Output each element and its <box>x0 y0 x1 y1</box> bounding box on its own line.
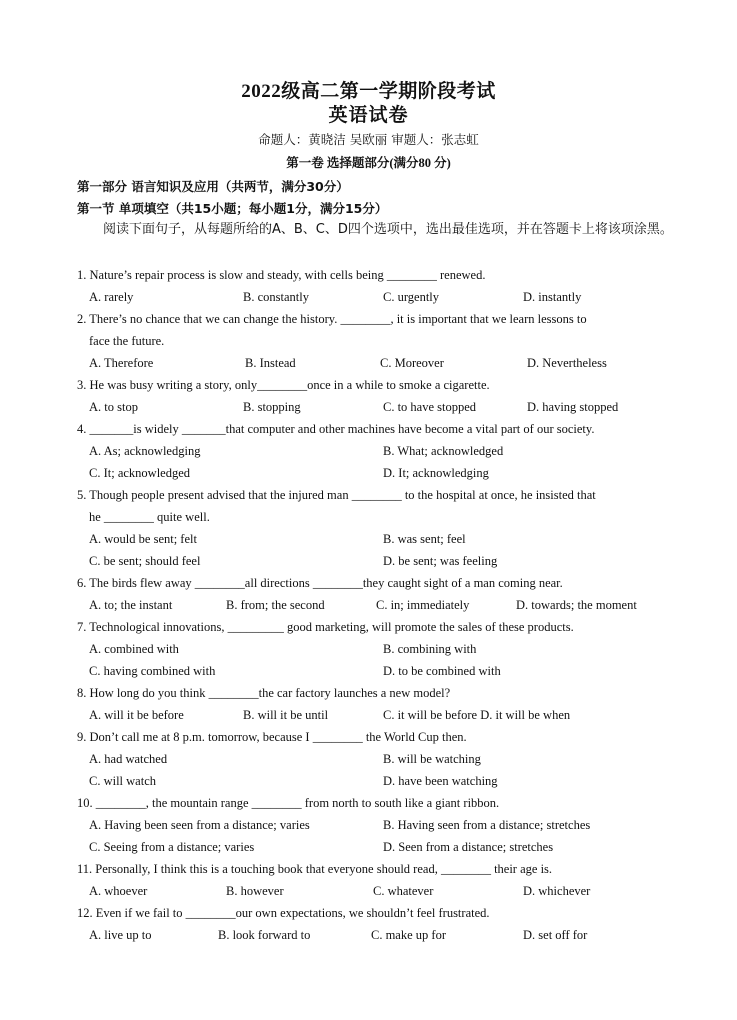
option-d: D. Seen from a distance; stretches <box>383 840 554 854</box>
question-stem: 1. Nature’s repair process is slow and steady, with cells being ________ renewed. <box>77 268 486 282</box>
question-4 <box>77 418 677 440</box>
question-10 <box>77 792 677 814</box>
option-b: B. however <box>226 884 284 898</box>
option-d: D. have been watching <box>383 774 498 788</box>
option-c: C. will watch <box>89 774 157 788</box>
option-a: A. live up to <box>89 928 152 942</box>
option-c: C. to have stopped <box>383 400 477 414</box>
option-a: A. would be sent; felt <box>89 532 197 546</box>
question-stem: 12. Even if we fail to ________our own expectations, we shouldn’t feel frustrated. <box>77 906 490 920</box>
option-d: D. whichever <box>523 884 591 898</box>
option-b: B. will it be until <box>243 708 329 722</box>
option-c: C. urgently <box>383 290 440 304</box>
option-d: D. having stopped <box>527 400 619 414</box>
option-c: C. it will be before D. it will be when <box>383 708 571 722</box>
question-stem: 3. He was busy writing a story, only________once in a while to smoke a cigarette. <box>77 378 490 392</box>
question-stem: 4. _______is widely _______that computer and other machines have become a vital part of our society. <box>77 422 595 436</box>
option-c: C. be sent; should feel <box>89 554 201 568</box>
question-5 <box>77 484 677 528</box>
option-b: B. was sent; feel <box>383 532 466 546</box>
option-a: A. had watched <box>89 752 168 766</box>
question-stem: 5. Though people present advised that the injured man ________ to the hospital at once, he insisted that <box>77 488 596 502</box>
question-stem-continued: face the future. <box>89 334 165 348</box>
question-7 <box>77 616 677 638</box>
question-stem: 8. How long do you think ________the car factory launches a new model? <box>77 686 451 700</box>
option-b: B. from; the second <box>226 598 325 612</box>
option-c: C. having combined with <box>89 664 216 678</box>
option-b: B. will be watching <box>383 752 481 766</box>
volume-heading: 第一卷 选择题部分(满分80 分) <box>286 156 451 170</box>
option-a: A. Having been seen from a distance; varies <box>89 818 310 832</box>
question-stem: 11. Personally, I think this is a touching book that everyone should read, ________ their age is. <box>77 862 553 876</box>
option-a: A. rarely <box>89 290 134 304</box>
option-d: D. It; acknowledging <box>383 466 489 480</box>
section-heading: 第一节 单项填空（共15小题；每小题1分，满分15分） <box>77 201 388 216</box>
option-a: A. combined with <box>89 642 179 656</box>
option-a: A. to; the instant <box>89 598 173 612</box>
option-b: B. combining with <box>383 642 477 656</box>
option-a: A. Therefore <box>89 356 154 370</box>
question-6 <box>77 572 677 594</box>
option-a: A. As; acknowledging <box>89 444 201 458</box>
question-8 <box>77 682 677 704</box>
question-stem: 9. Don’t call me at 8 p.m. tomorrow, because I ________ the World Cup then. <box>77 730 467 744</box>
option-c: C. in; immediately <box>376 598 470 612</box>
option-c: C. Seeing from a distance; varies <box>89 840 255 854</box>
question-stem: 10. ________, the mountain range ________ from north to south like a giant ribbon. <box>77 796 500 810</box>
question-stem: 7. Technological innovations, _________ good marketing, will promote the sales of these products. <box>77 620 574 634</box>
option-b: B. What; acknowledged <box>383 444 504 458</box>
option-c: C. Moreover <box>380 356 444 370</box>
question-11 <box>77 858 677 880</box>
option-b: B. stopping <box>243 400 301 414</box>
option-d: D. Nevertheless <box>527 356 607 370</box>
option-c: C. It; acknowledged <box>89 466 191 480</box>
option-d: D. to be combined with <box>383 664 501 678</box>
option-c: C. make up for <box>371 928 446 942</box>
question-stem-continued: he ________ quite well. <box>89 510 210 524</box>
part-heading: 第一部分 语言知识及应用（共两节，满分30分） <box>77 179 349 194</box>
exam-subtitle: 英语试卷 <box>328 105 409 126</box>
question-stem: 6. The birds flew away ________all directions ________they caught sight of a man coming near. <box>77 576 563 590</box>
option-a: A. to stop <box>89 400 138 414</box>
exam-title: 2022级高二第一学期阶段考试 <box>241 81 496 102</box>
question-3 <box>77 374 677 396</box>
question-9 <box>77 726 677 748</box>
option-d: D. be sent; was feeling <box>383 554 498 568</box>
question-1 <box>77 264 677 286</box>
option-d: D. instantly <box>523 290 582 304</box>
option-a: A. will it be before <box>89 708 184 722</box>
option-c: C. whatever <box>373 884 434 898</box>
question-stem: 2. There’s no chance that we can change the history. ________, it is important that we learn lessons to <box>77 312 587 326</box>
option-b: B. Having seen from a distance; stretches <box>383 818 591 832</box>
option-d: D. set off for <box>523 928 588 942</box>
option-b: B. look forward to <box>218 928 311 942</box>
option-b: B. constantly <box>243 290 309 304</box>
option-b: B. Instead <box>245 356 296 370</box>
question-12 <box>77 902 677 924</box>
authors-line: 命题人：黄晓洁 吴欧丽 审题人：张志虹 <box>258 132 479 147</box>
instruction-text: 阅读下面句子，从每题所给的A、B、C、D四个选项中，选出最佳选项，并在答题卡上将该项涂黑。 <box>103 222 673 237</box>
question-2 <box>77 308 677 352</box>
option-a: A. whoever <box>89 884 148 898</box>
option-d: D. towards; the moment <box>516 598 637 612</box>
